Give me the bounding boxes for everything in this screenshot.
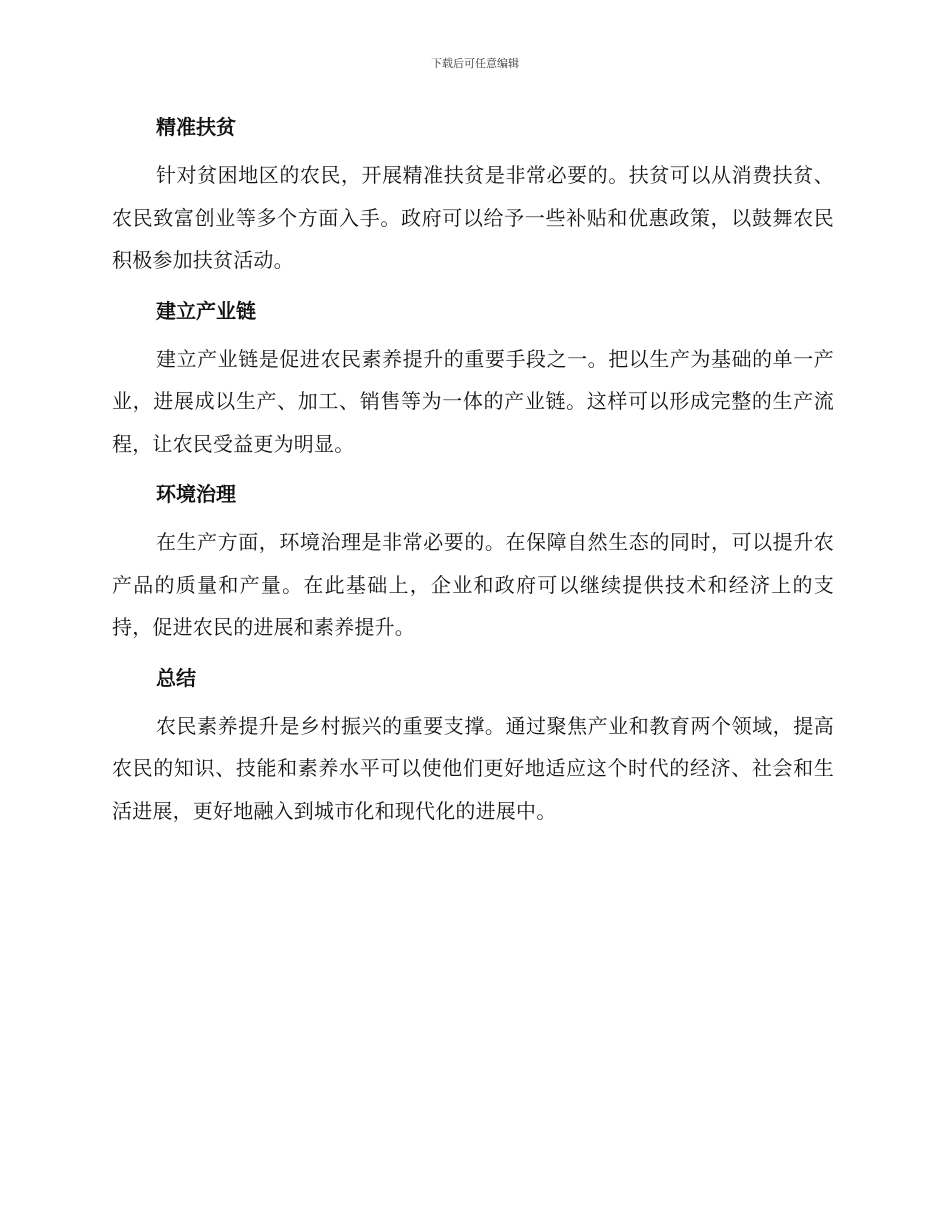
section-body: 农民素养提升是乡村振兴的重要支撑。通过聚焦产业和教育两个领域，提高农民的知识、技能和素养水平可以使他们更好地适应这个时代的经济、社会和生活进展，更好地融入到城市化和现代化的进展中。	[112, 713, 834, 823]
section-body: 在生产方面，环境治理是非常必要的。在保障自然生态的同时，可以提升农产品的质量和产量。在此基础上，企业和政府可以继续提供技术和经济上的支持，促进农民的进展和素养提升。	[112, 530, 834, 639]
document-content	[112, 106, 834, 840]
section-body: 针对贫困地区的农民，开展精准扶贫是非常必要的。扶贫可以从消费扶贫、农民致富创业等多个方面入手。政府可以给予一些补贴和优惠政策，以鼓舞农民积极参加扶贫活动。	[112, 163, 834, 272]
section-title: 精准扶贫	[156, 115, 236, 139]
section-summary	[112, 657, 834, 833]
section-body: 建立产业链是促进农民素养提升的重要手段之一。把以生产为基础的单一产业，进展成以生产、加工、销售等为一体的产业链。这样可以形成完整的生产流程，让农民受益更为明显。	[112, 346, 834, 456]
section-environment	[112, 473, 834, 649]
section-title: 总结	[156, 665, 196, 690]
section-industry-chain	[112, 290, 834, 466]
section-poverty-alleviation	[112, 106, 834, 282]
header-note: 下载后可任意编辑	[431, 57, 519, 70]
section-title: 建立产业链	[156, 298, 256, 323]
section-title: 环境治理	[156, 482, 236, 506]
